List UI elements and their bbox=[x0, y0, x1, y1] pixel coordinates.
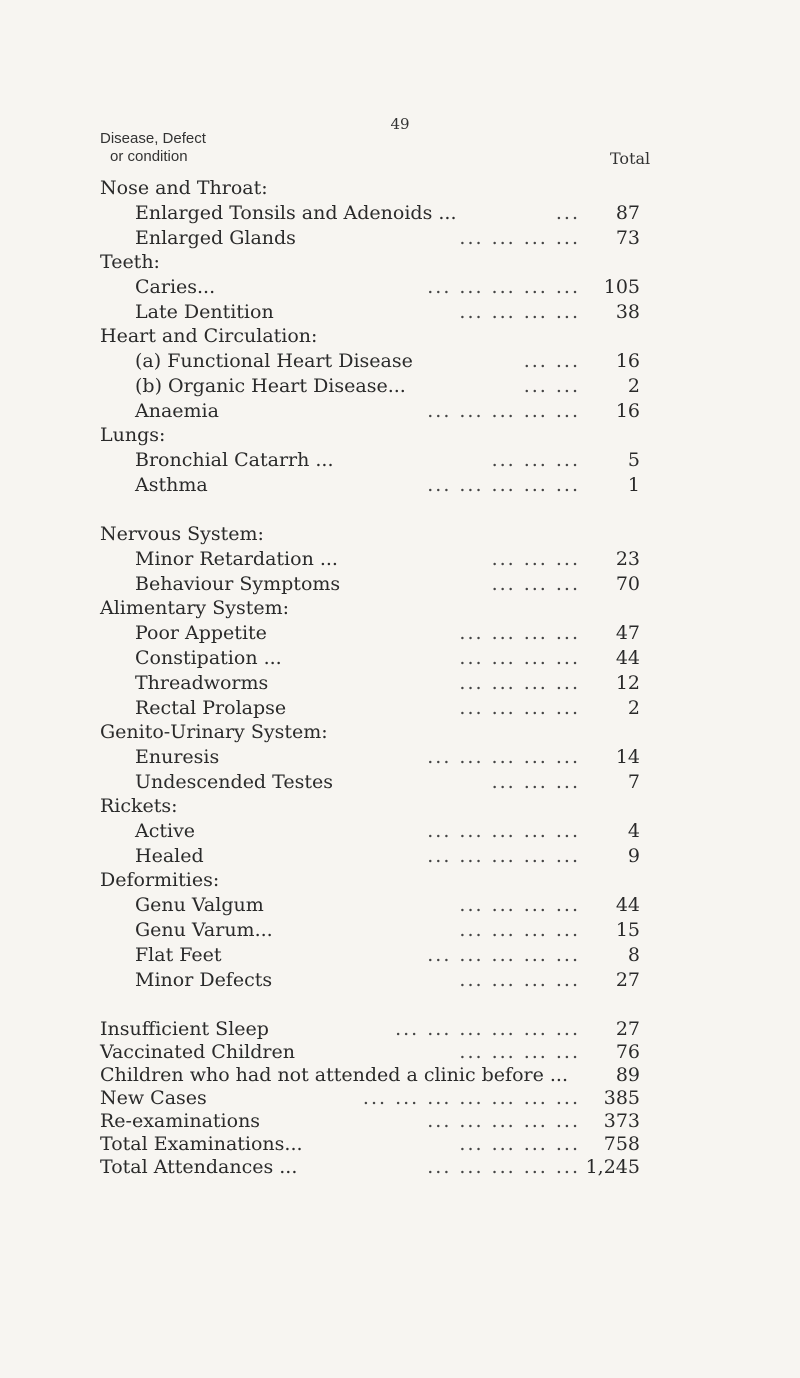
condition-label: (b) Organic Heart Disease... bbox=[135, 375, 406, 397]
total-value: 385 bbox=[603, 1087, 640, 1109]
condition-label: (a) Functional Heart Disease bbox=[135, 350, 413, 372]
total-value: 105 bbox=[603, 276, 640, 298]
condition-label: Children who had not attended a clinic before ... bbox=[100, 1064, 568, 1086]
table-row bbox=[135, 299, 660, 325]
total-value: 1 bbox=[627, 474, 640, 496]
total-value: 89 bbox=[615, 1064, 640, 1086]
total-value: 758 bbox=[603, 1133, 640, 1155]
section-heading: Rickets: bbox=[100, 795, 178, 817]
table-row bbox=[135, 348, 660, 374]
section-heading: Deformities: bbox=[100, 869, 220, 891]
section-heading: Genito-Urinary System: bbox=[100, 721, 328, 743]
total-value: 5 bbox=[627, 449, 640, 471]
table-row bbox=[135, 225, 660, 251]
condition-label: Late Dentition bbox=[135, 301, 274, 323]
condition-label: Poor Appetite bbox=[135, 622, 267, 644]
condition-label: Minor Defects bbox=[135, 969, 273, 991]
table-row bbox=[135, 942, 660, 968]
header-line-2: or condition bbox=[110, 148, 188, 165]
total-value: 8 bbox=[627, 944, 640, 966]
condition-label: Constipation ... bbox=[135, 647, 282, 669]
leader-dots: ... ... ... bbox=[491, 548, 580, 570]
total-value: 23 bbox=[615, 548, 640, 570]
table-row bbox=[135, 645, 660, 671]
leader-dots: ... ... ... ... bbox=[459, 894, 580, 916]
leader-dots: ... ... ... ... bbox=[459, 697, 580, 719]
total-value: 27 bbox=[615, 1018, 640, 1040]
total-value: 4 bbox=[627, 820, 640, 842]
table-row bbox=[135, 620, 660, 646]
leader-dots: ... ... ... ... bbox=[459, 672, 580, 694]
table-row bbox=[135, 274, 660, 300]
table-row bbox=[135, 398, 660, 424]
table-row bbox=[135, 695, 660, 721]
condition-label: Enuresis bbox=[135, 746, 220, 768]
page-number: 49 bbox=[390, 115, 410, 133]
table-row bbox=[135, 917, 660, 943]
leader-dots: ... ... ... ... ... bbox=[427, 400, 580, 422]
table-row bbox=[135, 546, 660, 572]
condition-label: Insufficient Sleep bbox=[100, 1018, 269, 1040]
condition-label: Behaviour Symptoms bbox=[135, 573, 341, 595]
table-row bbox=[135, 472, 660, 498]
section-heading: Nervous System: bbox=[100, 523, 264, 545]
leader-dots: ... ... ... ... ... bbox=[427, 474, 580, 496]
total-value: 1,245 bbox=[585, 1156, 640, 1178]
leader-dots: ... ... ... ... ... bbox=[427, 1110, 580, 1132]
leader-dots: ... ... ... ... bbox=[459, 1041, 580, 1063]
section-heading: Lungs: bbox=[100, 424, 166, 446]
condition-label: Asthma bbox=[135, 474, 208, 496]
leader-dots: ... ... ... ... bbox=[459, 647, 580, 669]
table-row bbox=[135, 843, 660, 869]
section-heading: Alimentary System: bbox=[100, 597, 289, 619]
total-value: 44 bbox=[615, 647, 640, 669]
total-value: 27 bbox=[615, 969, 640, 991]
total-value: 9 bbox=[627, 845, 640, 867]
table-row bbox=[135, 571, 660, 597]
total-value: 16 bbox=[615, 350, 640, 372]
total-value: 70 bbox=[615, 573, 640, 595]
condition-label: Genu Varum... bbox=[135, 919, 273, 941]
total-value: 15 bbox=[615, 919, 640, 941]
leader-dots: ... ... ... ... ... bbox=[427, 746, 580, 768]
total-value: 76 bbox=[615, 1041, 640, 1063]
condition-label: Total Examinations... bbox=[100, 1133, 303, 1155]
column-header-condition bbox=[100, 130, 206, 166]
leader-dots: ... ... ... ... bbox=[459, 227, 580, 249]
column-header-total: Total bbox=[610, 149, 651, 168]
condition-label: Enlarged Glands bbox=[135, 227, 296, 249]
table-row bbox=[135, 200, 660, 226]
total-value: 44 bbox=[615, 894, 640, 916]
table-row bbox=[135, 744, 660, 770]
leader-dots: ... ... bbox=[523, 350, 580, 372]
table-row bbox=[135, 447, 660, 473]
leader-dots: ... ... ... ... ... bbox=[427, 820, 580, 842]
condition-label: Anaemia bbox=[135, 400, 219, 422]
condition-label: Vaccinated Children bbox=[100, 1041, 295, 1063]
leader-dots: ... ... ... bbox=[491, 449, 580, 471]
condition-label: Threadworms bbox=[135, 672, 269, 694]
condition-label: Total Attendances ... bbox=[100, 1156, 298, 1178]
leader-dots: ... bbox=[555, 202, 580, 224]
condition-label: New Cases bbox=[100, 1087, 207, 1109]
total-value: 12 bbox=[615, 672, 640, 694]
leader-dots: ... ... ... ... ... bbox=[427, 944, 580, 966]
condition-label: Healed bbox=[135, 845, 204, 867]
condition-label: Undescended Testes bbox=[135, 771, 333, 793]
table-row bbox=[135, 892, 660, 918]
leader-dots: ... ... ... ... ... ... bbox=[395, 1018, 580, 1040]
total-value: 7 bbox=[627, 771, 640, 793]
leader-dots: ... ... ... ... bbox=[459, 969, 580, 991]
total-value: 47 bbox=[615, 622, 640, 644]
table-row bbox=[135, 670, 660, 696]
condition-label: Active bbox=[135, 820, 196, 842]
table-row bbox=[135, 967, 660, 993]
leader-dots: ... ... ... ... bbox=[459, 301, 580, 323]
summary-row bbox=[100, 1154, 660, 1180]
condition-label: Flat Feet bbox=[135, 944, 222, 966]
condition-label: Bronchial Catarrh ... bbox=[135, 449, 334, 471]
section-heading: Teeth: bbox=[100, 251, 160, 273]
leader-dots: ... ... ... bbox=[491, 573, 580, 595]
condition-label: Enlarged Tonsils and Adenoids ... bbox=[135, 202, 457, 224]
total-value: 38 bbox=[615, 301, 640, 323]
total-value: 87 bbox=[615, 202, 640, 224]
total-value: 2 bbox=[627, 375, 640, 397]
table-row bbox=[135, 373, 660, 399]
leader-dots: ... ... ... bbox=[491, 771, 580, 793]
section-heading: Heart and Circulation: bbox=[100, 325, 318, 347]
total-value: 2 bbox=[627, 697, 640, 719]
leader-dots: ... ... ... ... bbox=[459, 1133, 580, 1155]
header-line-1: Disease, Defect bbox=[100, 130, 206, 147]
total-value: 373 bbox=[603, 1110, 640, 1132]
leader-dots: ... ... ... ... bbox=[459, 919, 580, 941]
condition-label: Minor Retardation ... bbox=[135, 548, 338, 570]
leader-dots: ... ... ... ... ... bbox=[427, 845, 580, 867]
table-row bbox=[135, 818, 660, 844]
leader-dots: ... ... bbox=[523, 375, 580, 397]
section-heading: Nose and Throat: bbox=[100, 177, 268, 199]
condition-label: Caries... bbox=[135, 276, 216, 298]
leader-dots: ... ... ... ... bbox=[459, 622, 580, 644]
total-value: 14 bbox=[615, 746, 640, 768]
condition-label: Rectal Prolapse bbox=[135, 697, 287, 719]
table-row bbox=[135, 769, 660, 795]
condition-label: Re-examinations bbox=[100, 1110, 261, 1132]
leader-dots: ... ... ... ... ... bbox=[427, 276, 580, 298]
condition-label: Genu Valgum bbox=[135, 894, 264, 916]
leader-dots: ... ... ... ... ... bbox=[427, 1156, 580, 1178]
total-value: 73 bbox=[615, 227, 640, 249]
total-value: 16 bbox=[615, 400, 640, 422]
leader-dots: ... ... ... ... ... ... ... bbox=[362, 1087, 580, 1109]
